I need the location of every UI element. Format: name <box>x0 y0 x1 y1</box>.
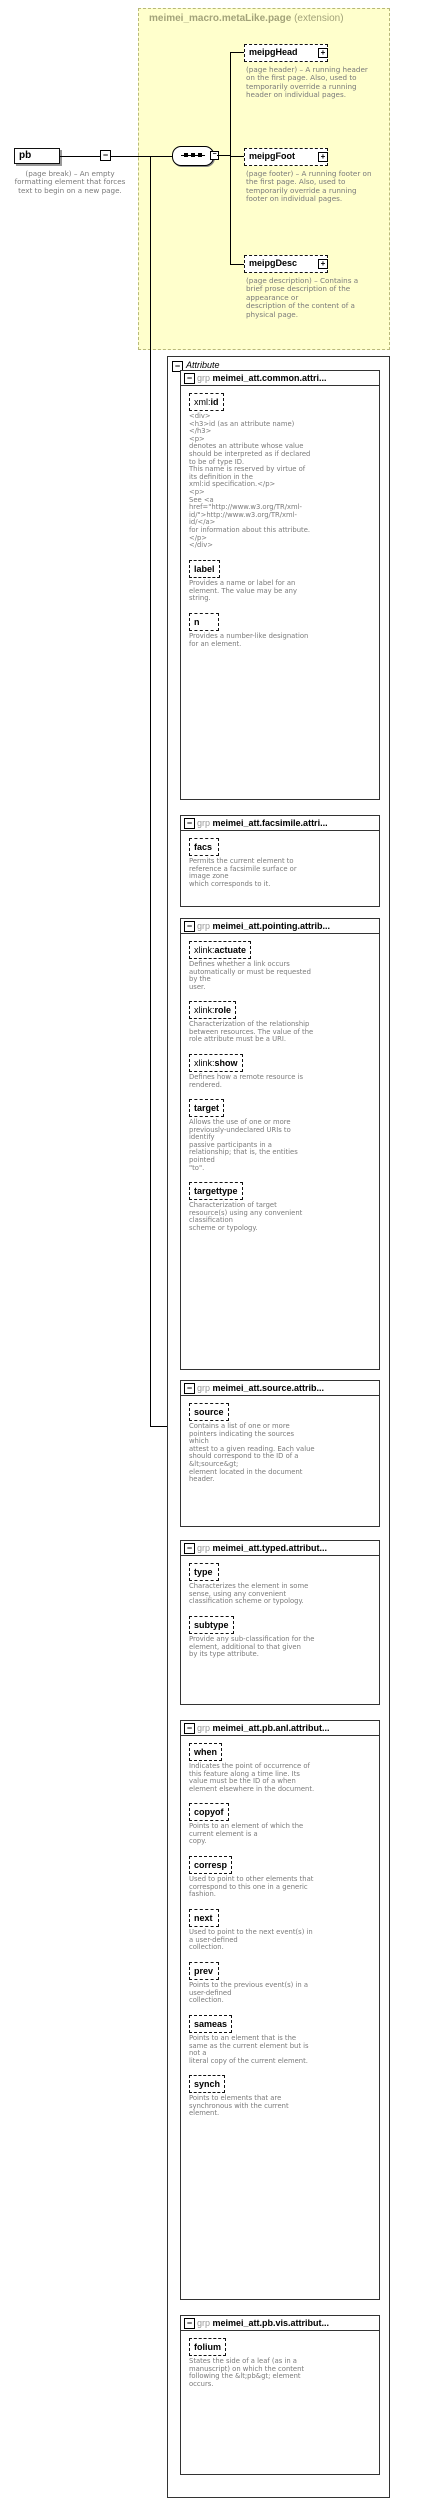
group-collapse-icon[interactable]: − <box>184 921 195 932</box>
attribute-when[interactable]: when <box>189 1743 222 1761</box>
attribute-group-header <box>181 371 379 386</box>
branch-desc <box>230 264 244 265</box>
attribute-target[interactable]: target <box>189 1099 224 1117</box>
group-name: meimei_att.facsimile.attri... <box>212 818 328 828</box>
attribute-label[interactable]: label <box>189 560 220 578</box>
group-kind-label: grp <box>197 1383 213 1393</box>
group-collapse-icon[interactable]: − <box>184 1723 195 1734</box>
attribute-description: Points to an element that is the same as the current element but is not a literal copy of the current element. <box>189 2034 309 2065</box>
attribute-group <box>180 2315 380 2475</box>
attribute-group-header <box>181 1541 379 1556</box>
attribute-sameas[interactable]: sameas <box>189 2015 232 2033</box>
attribute-group <box>180 1540 380 1705</box>
child-element-meipghead[interactable] <box>244 44 328 62</box>
attribute-panel-title: Attribute <box>186 360 220 370</box>
child-element-meipgfoot[interactable] <box>244 148 328 166</box>
attribute-description: Characterizes the element in some sense, using any convenient classification scheme or typology. <box>189 1582 309 1606</box>
attribute-subtype[interactable]: subtype <box>189 1616 234 1634</box>
group-collapse-icon[interactable]: − <box>184 1543 195 1554</box>
child-element-label: meipgHead <box>249 47 298 57</box>
attribute-copyof[interactable]: copyof <box>189 1803 229 1821</box>
model-group-title-name: meimei_macro.metaLike.page <box>149 13 292 24</box>
group-name: meimei_att.typed.attribut... <box>212 1543 328 1553</box>
attribute-type[interactable]: type <box>189 1563 219 1581</box>
expand-icon[interactable]: + <box>318 48 328 58</box>
attribute-description: Used to point to other elements that correspond to this one in a generic fashion. <box>189 1875 314 1899</box>
attribute-xlink-show[interactable]: xlink:show <box>189 1054 243 1072</box>
attribute-n[interactable]: n <box>189 613 219 631</box>
group-kind-label: grp <box>197 1723 213 1733</box>
group-collapse-icon[interactable]: − <box>184 1383 195 1394</box>
attribute-group-header <box>181 2316 379 2331</box>
child-description: (page footer) – A running footer on the first page. Also, used to temporarily override a running footer on individual pages. <box>246 169 372 204</box>
child-element-label: meipgFoot <box>249 151 295 161</box>
child-description: (page header) – A running header on the first page. Also, used to temporarily override a running header on individual pages. <box>246 65 368 100</box>
child-element-label: meipgDesc <box>249 258 298 268</box>
group-kind-label: grp <box>197 1543 213 1553</box>
group-name: meimei_att.common.attri... <box>212 373 327 383</box>
attribute-group <box>180 918 380 1370</box>
model-group-title <box>149 13 344 24</box>
attribute-description: Defines how a remote resource is rendered. <box>189 1073 304 1089</box>
attribute-description: Permits the current element to reference a facsimile surface or image zone which corresponds to it. <box>189 857 297 888</box>
attribute-facs[interactable]: facs <box>189 838 219 856</box>
attribute-description: Provide any sub-classification for the element, additional to that given by its type attribute. <box>189 1635 315 1659</box>
child-element-meipgdesc[interactable] <box>244 255 328 273</box>
attribute-description: <div> <h3>id (as an attribute name)</h3> <p> denotes an attribute whose value should be interpreted as if declared to be of type ID. This name is reserved by virtue of its definition in the xml:id specification.</p> <p> See <a href="http://www.w3.org/TR/xml-id/">http://www.w3.org/TR/xml-id/</a> for information about this attribute. </p> </div> <box>189 412 311 550</box>
attribute-description: Used to point to the next event(s) in a user-defined collection. <box>189 1928 313 1952</box>
group-kind-label: grp <box>197 921 213 931</box>
expand-icon[interactable]: + <box>318 152 328 162</box>
attribute-group <box>180 1720 380 2300</box>
expand-icon[interactable]: + <box>318 259 328 269</box>
attribute-group <box>180 815 380 907</box>
attribute-description: Characterization of the relationship between resources. The value of the role attribute must be a URI. <box>189 1020 314 1044</box>
attribute-group-header <box>181 816 379 831</box>
collapse-toggle-icon[interactable]: − <box>100 150 111 161</box>
group-collapse-icon[interactable]: − <box>184 373 195 384</box>
attribute-description: States the side of a leaf (as in a manuscript) on which the content following the &lt;pb&gt; element occurs. <box>189 2357 305 2388</box>
attribute-xml-id[interactable]: xml:id <box>189 393 224 411</box>
model-group-title-suffix: (extension) <box>294 13 344 24</box>
attribute-description: Points to the previous event(s) in a user-defined collection. <box>189 1981 308 2005</box>
attribute-group-header <box>181 1721 379 1736</box>
group-collapse-icon[interactable]: − <box>184 818 195 829</box>
attribute-group-header <box>181 1381 379 1396</box>
attribute-next[interactable]: next <box>189 1909 219 1927</box>
group-kind-label: grp <box>197 373 213 383</box>
attribute-xlink-role[interactable]: xlink:role <box>189 1001 236 1019</box>
root-element-description: (page break) – An empty formatting element that forces text to begin on a new page. <box>14 169 126 195</box>
attribute-group-header <box>181 919 379 934</box>
attribute-description: Points to elements that are synchronous with the current element. <box>189 2094 289 2118</box>
attribute-description: Indicates the point of occurrence of this feature along a time line. Its value must be the ID of a when element elsewhere in the document. <box>189 1762 315 1793</box>
branch-head <box>230 52 244 53</box>
group-name: meimei_att.pointing.attrib... <box>212 921 331 931</box>
branch-foot <box>230 156 244 157</box>
group-kind-label: grp <box>197 818 213 828</box>
attribute-synch[interactable]: synch <box>189 2075 225 2093</box>
attribute-description: Allows the use of one or more previously-undeclared URIs to identify passive participants in a relationship; that is, the entities pointed "to". <box>189 1118 298 1172</box>
connector-attributes <box>150 156 151 1426</box>
attribute-corresp[interactable]: corresp <box>189 1856 232 1874</box>
attribute-description: Provides a number-like designation for an element. <box>189 632 309 648</box>
group-kind-label: grp <box>197 2318 213 2328</box>
attribute-targettype[interactable]: targettype <box>189 1182 243 1200</box>
attribute-description: Points to an element of which the current element is a copy. <box>189 1822 304 1846</box>
attribute-folium[interactable]: folium <box>189 2338 226 2356</box>
attribute-description: Provides a name or label for an element. The value may be any string. <box>189 579 297 603</box>
attribute-group <box>180 370 380 800</box>
attribute-xlink-actuate[interactable]: xlink:actuate <box>189 941 251 959</box>
connector-root-sequence <box>60 156 172 157</box>
attribute-description: Contains a list of one or more pointers indicating the sources which attest to a given reading. Each value should correspond to the ID of a &lt;source&gt; element located in the document header. <box>189 1422 315 1484</box>
group-name: meimei_att.pb.vis.attribut... <box>212 2318 330 2328</box>
attribute-description: Characterization of target resource(s) using any convenient classification scheme or typology. <box>189 1201 303 1232</box>
branch-seq-out <box>217 155 231 156</box>
group-name: meimei_att.pb.anl.attribut... <box>212 1723 330 1733</box>
group-collapse-icon[interactable]: − <box>184 2318 195 2329</box>
root-element-label: pb <box>19 150 32 161</box>
attribute-description: Defines whether a link occurs automatically or must be requested by the user. <box>189 960 311 991</box>
attribute-group <box>180 1380 380 1527</box>
child-description: (page description) – Contains a brief prose description of the appearance or description of the content of a physical page. <box>246 276 359 319</box>
attribute-prev[interactable]: prev <box>189 1962 219 1980</box>
branch-trunk <box>230 52 231 264</box>
attribute-source[interactable]: source <box>189 1403 229 1421</box>
sequence-compositor-icon[interactable] <box>172 146 214 166</box>
root-element-pb[interactable] <box>14 148 60 164</box>
group-name: meimei_att.source.attrib... <box>212 1383 325 1393</box>
sequence-collapse-icon[interactable]: − <box>210 151 219 160</box>
attribute-collapse-icon[interactable]: − <box>172 361 183 372</box>
